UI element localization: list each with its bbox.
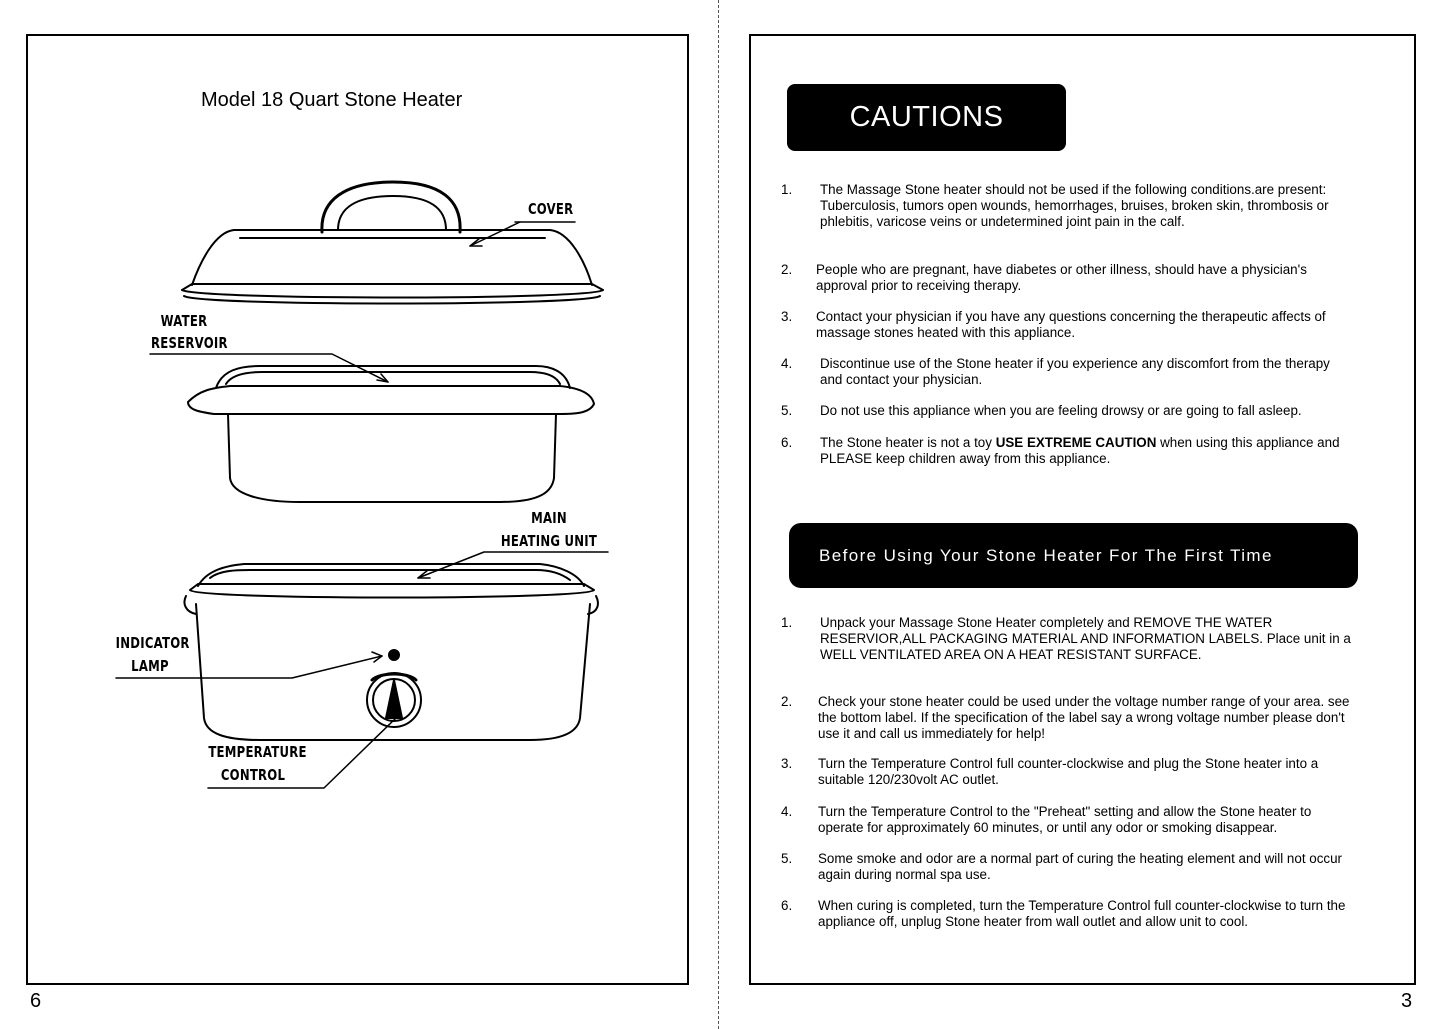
caution-text-part: The Stone heater is not a toy bbox=[820, 435, 996, 450]
right-page-border bbox=[749, 34, 1416, 985]
caution-text bbox=[820, 435, 1355, 467]
caution-text: People who are pregnant, have diabetes or other illness, should have a physician's approval prior to receiving therapy. bbox=[816, 262, 1307, 293]
cautions-banner bbox=[787, 84, 1066, 151]
caution-text: The Massage Stone heater should not be used if the following conditions.are present: Tuberculosis, tumors open wounds, hemorrhages, bruises, broken skin, thrombosis or phlebitis, varicose veins or undetermined joint pain in the calf. bbox=[820, 182, 1329, 229]
label-indicator-1: INDICATOR bbox=[115, 634, 190, 652]
step-text: Turn the Temperature Control full counter-clockwise and plug the Stone heater into a suitable 120/230volt AC outlet. bbox=[818, 756, 1319, 787]
before-using-title: Before Using Your Stone Heater For The First Time bbox=[819, 545, 1273, 565]
caution-text: Contact your physician if you have any questions concerning the therapeutic affects of massage stones heated with this appliance. bbox=[816, 309, 1326, 340]
caution-text: Do not use this appliance when you are feeling drowsy or are going to fall asleep. bbox=[820, 403, 1302, 418]
label-water-2: RESERVOIR bbox=[151, 334, 228, 352]
step-num: 2. bbox=[781, 694, 793, 709]
step-num: 1. bbox=[781, 615, 793, 630]
step-text: Unpack your Massage Stone Heater completely and REMOVE THE WATER RESERVIOR,ALL PACKAGING MATERIAL AND INFORMATION LABELS. Place unit in a WELL VENTILATED AREA ON A HEAT RESISTANT SURFACE. bbox=[820, 615, 1351, 662]
caution-num: 6. bbox=[781, 435, 793, 450]
caution-num: 3. bbox=[781, 309, 793, 324]
label-water-1: WATER bbox=[160, 312, 208, 330]
left-page-number: 6 bbox=[30, 990, 42, 1012]
label-temperature-1: TEMPERATURE bbox=[208, 743, 307, 761]
caution-text: Discontinue use of the Stone heater if you experience any discomfort from the therapy and contact your physician. bbox=[820, 356, 1330, 387]
caution-num: 2. bbox=[781, 262, 793, 277]
step-text: Check your stone heater could be used under the voltage number range of your area. see the bottom label. If the specification of the label say a wrong voltage number please don't use it and call us immediately for help! bbox=[818, 694, 1350, 741]
step-text: Some smoke and odor are a normal part of curing the heating element and will not occur again during normal spa use. bbox=[818, 851, 1343, 882]
label-cover: COVER bbox=[527, 200, 574, 218]
stone-heater-diagram bbox=[0, 0, 720, 1000]
label-main-1: MAIN bbox=[531, 509, 567, 527]
right-page-number: 3 bbox=[1401, 990, 1413, 1012]
label-indicator-2: LAMP bbox=[131, 657, 169, 675]
step-num: 4. bbox=[781, 804, 793, 819]
step-num: 5. bbox=[781, 851, 793, 866]
step-num: 3. bbox=[781, 756, 793, 771]
caution-num: 1. bbox=[781, 182, 793, 197]
before-using-banner bbox=[789, 523, 1358, 588]
caution-emphasis: USE EXTREME CAUTION bbox=[995, 435, 1157, 450]
step-num: 6. bbox=[781, 898, 793, 913]
label-temperature-2: CONTROL bbox=[220, 766, 286, 784]
step-text: Turn the Temperature Control to the "Preheat" setting and allow the Stone heater to operate for approximately 60 minutes, or until any odor or smoking disappear. bbox=[818, 804, 1312, 835]
label-main-2: HEATING UNIT bbox=[500, 532, 598, 550]
caution-num: 4. bbox=[781, 356, 793, 371]
caution-num: 5. bbox=[781, 403, 793, 418]
model-title: Model 18 Quart Stone Heater bbox=[201, 89, 463, 111]
caution-text-part: when using this appliance and PLEASE keep children away from this appliance. bbox=[820, 435, 1340, 466]
step-text: When curing is completed, turn the Temperature Control full counter-clockwise to turn the appliance off, unplug Stone heater from wall outlet and allow unit to cool. bbox=[818, 898, 1346, 929]
cautions-title: CAUTIONS bbox=[849, 101, 1004, 133]
